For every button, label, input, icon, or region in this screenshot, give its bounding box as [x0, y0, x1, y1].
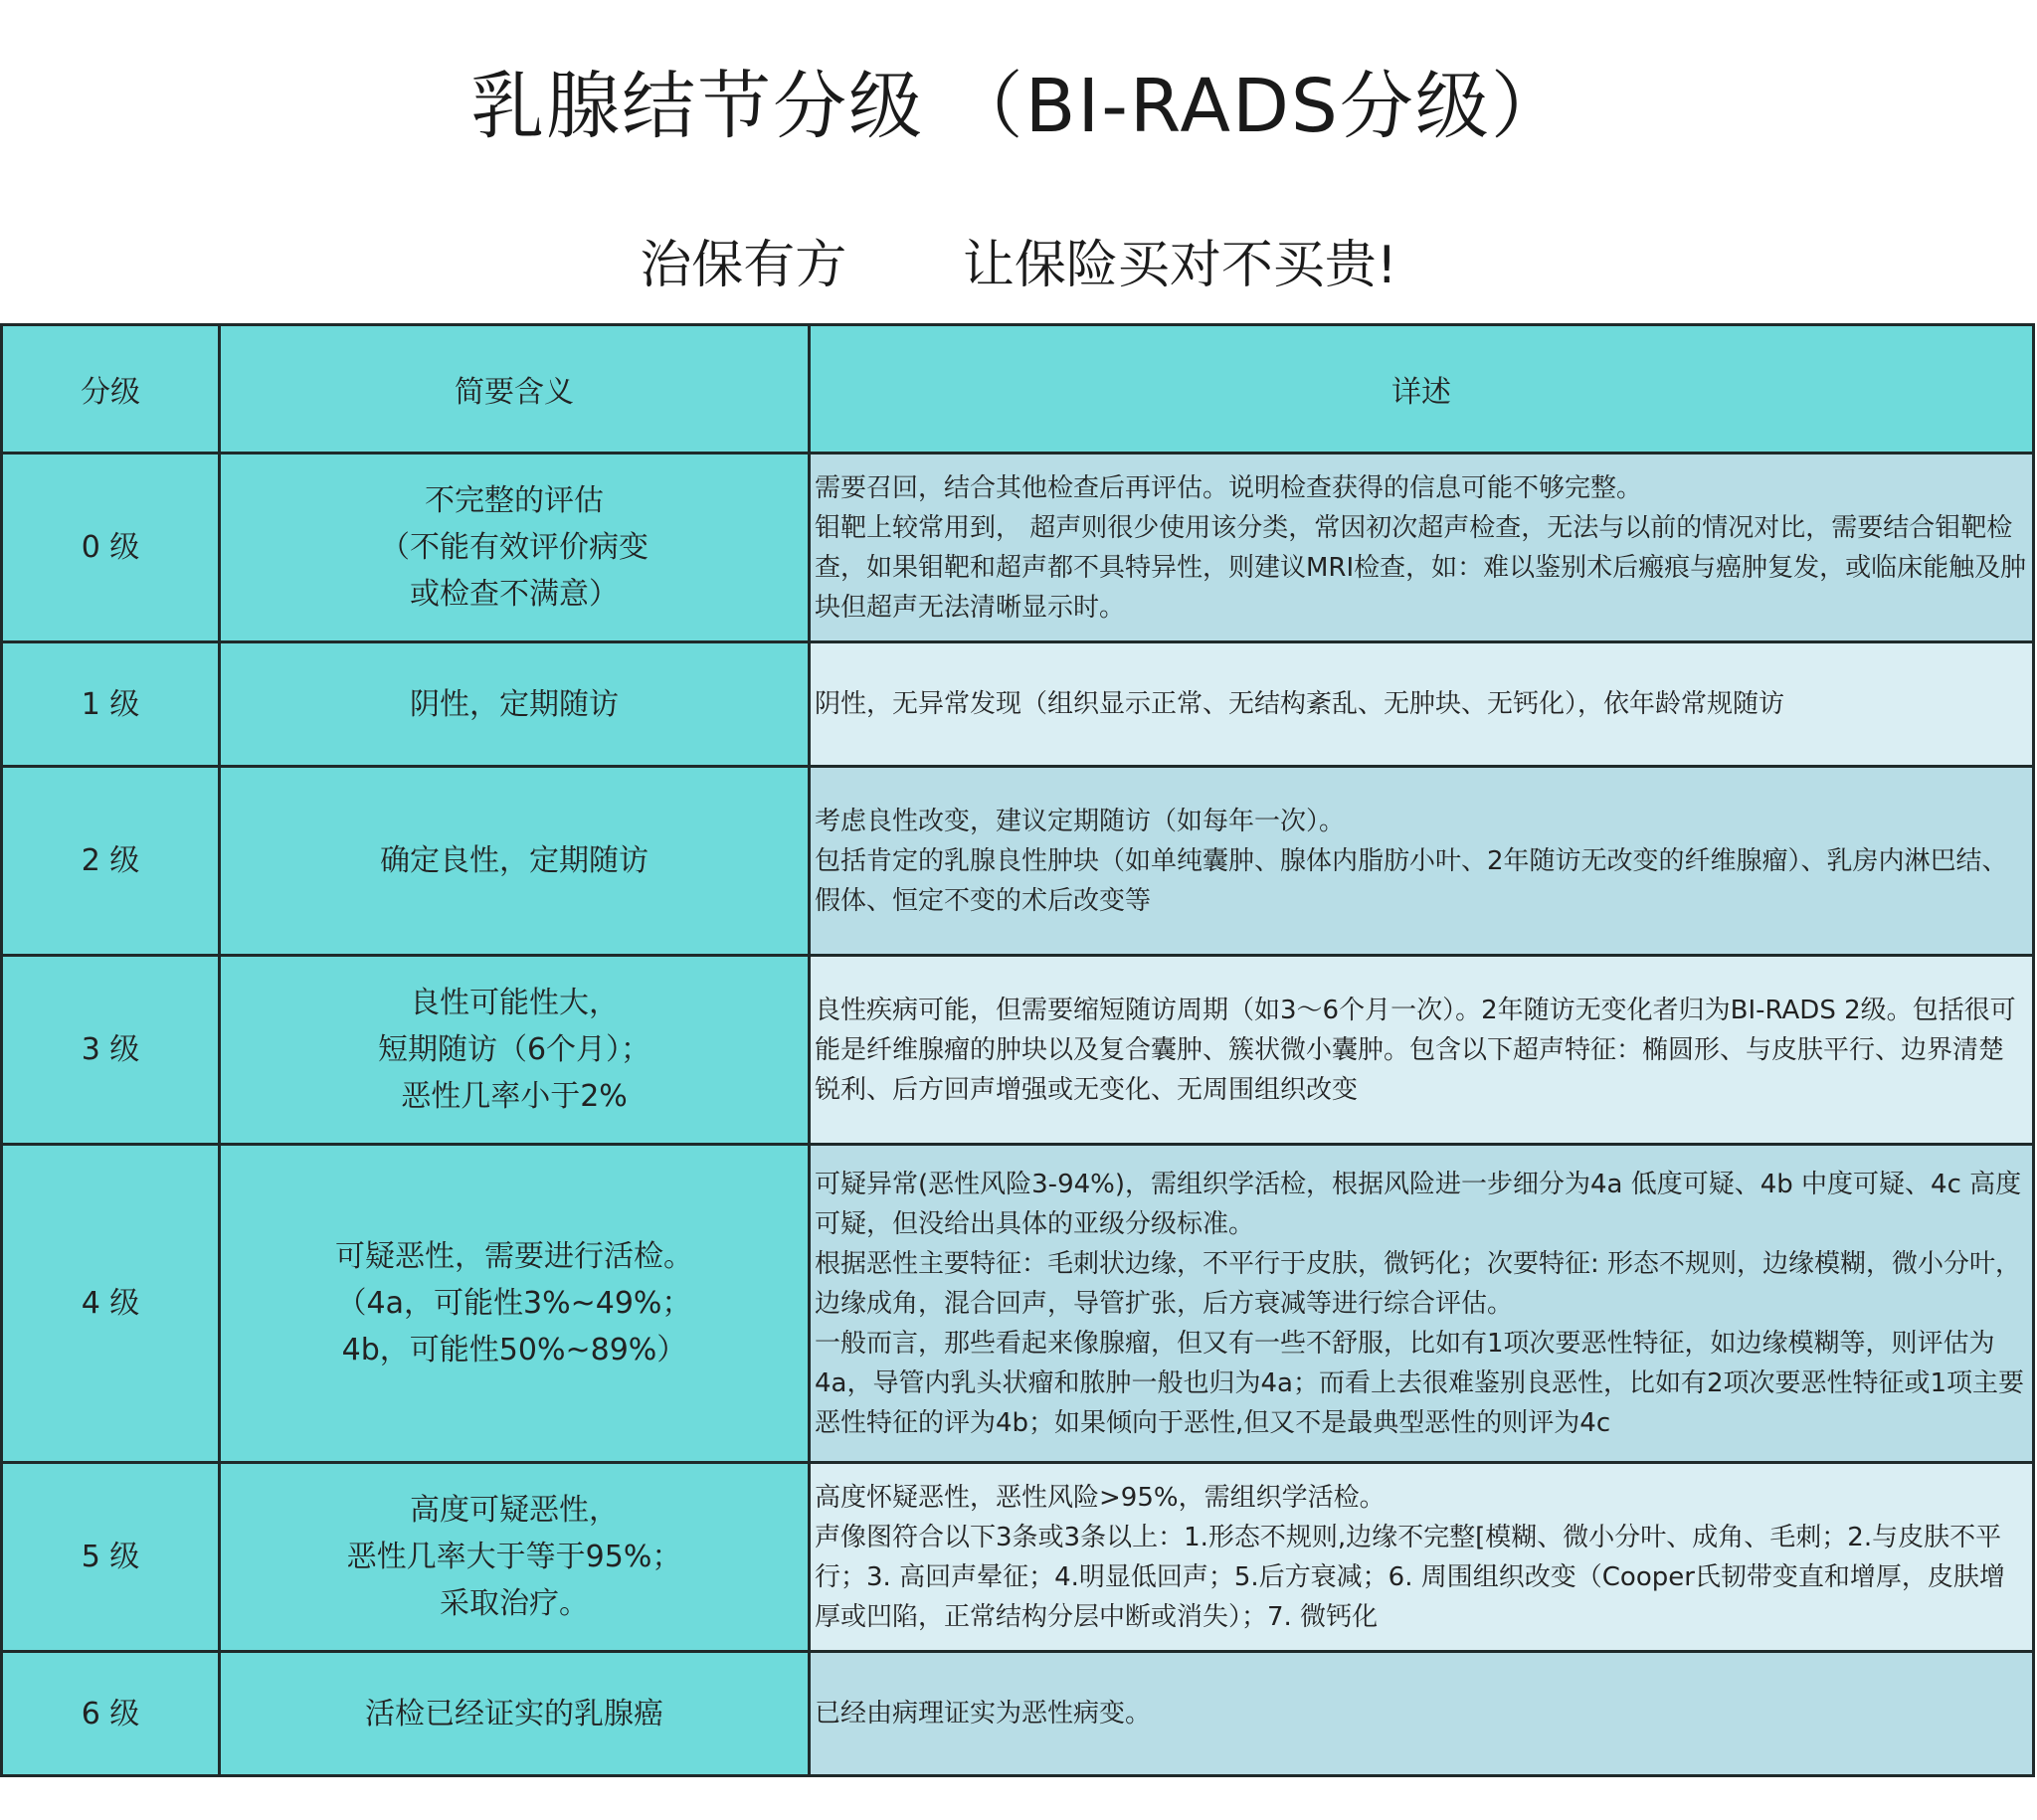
table-row — [2, 1463, 2034, 1652]
meaning-line: 确定良性，定期随访 — [380, 843, 648, 878]
grade-cell: 4 级 — [2, 1145, 220, 1463]
detail-cell — [810, 1652, 2034, 1776]
meaning-cell — [220, 956, 810, 1145]
header-detail: 详述 — [810, 325, 2034, 454]
meaning-line: 或检查不满意） — [410, 577, 619, 612]
grade-cell: 1 级 — [2, 642, 220, 767]
meaning-line: （不能有效评价病变 — [380, 530, 648, 565]
meaning-line: 采取治疗。 — [440, 1586, 589, 1621]
page-title: 乳腺结节分级 （BI-RADS分级） — [470, 64, 1567, 149]
detail-cell — [810, 642, 2034, 767]
detail-cell — [810, 1463, 2034, 1652]
table-row — [2, 1145, 2034, 1463]
grade-cell: 5 级 — [2, 1463, 220, 1652]
meaning-line: 良性可能性大， — [410, 986, 619, 1020]
subtitle-brand: 治保有方 — [640, 236, 847, 295]
detail-paragraph: 声像图符合以下3条或3条以上：1.形态不规则,边缘不完整[模糊、微小分叶、成角、毛刺；2.与皮肤不平行；3. 高回声晕征；4.明显低回声；5.后方衰减；6. 周围组织改变（Cooper氏韧带变直和增厚，皮肤增厚或凹陷，正常结构分层中断或消失）；7. 微钙化 — [815, 1522, 2005, 1632]
meaning-line: 短期随访（6个月）； — [377, 1032, 651, 1067]
birads-table — [0, 323, 2035, 1777]
header-grade: 分级 — [2, 325, 220, 454]
meaning-cell — [220, 767, 810, 956]
meaning-cell — [220, 642, 810, 767]
table-row — [2, 956, 2034, 1145]
meaning-line: 不完整的评估 — [425, 483, 604, 518]
detail-paragraph: 已经由病理证实为恶性病变。 — [815, 1699, 1152, 1729]
grade-cell: 6 级 — [2, 1652, 220, 1776]
meaning-line: 4b，可能性50%~89%） — [341, 1333, 687, 1367]
meaning-line: 高度可疑恶性， — [410, 1493, 619, 1528]
table-row — [2, 1652, 2034, 1776]
detail-paragraph: 阴性，无异常发现（组织显示正常、无结构紊乱、无肿块、无钙化），依年龄常规随访 — [815, 689, 1785, 719]
meaning-line: （4a，可能性3%~49%； — [336, 1286, 692, 1321]
table-row — [2, 454, 2034, 642]
detail-cell — [810, 1145, 2034, 1463]
table-header-row — [2, 325, 2034, 454]
grade-cell: 3 级 — [2, 956, 220, 1145]
detail-paragraph: 钼靶上较常用到， 超声则很少使用该分类，常因初次超声检查，无法与以前的情况对比，需要结合钼靶检查，如果钼靶和超声都不具特异性，则建议MRI检查，如：难以鉴别术后瘢痕与癌肿复发，或临床能触及肿块但超声无法清晰显示时。 — [815, 512, 2027, 623]
meaning-line: 活检已经证实的乳腺癌 — [365, 1696, 663, 1731]
detail-paragraph: 需要召回，结合其他检查后再评估。说明检查获得的信息可能不够完整。 — [815, 472, 1643, 503]
header-meaning: 简要含义 — [220, 325, 810, 454]
meaning-cell — [220, 1145, 810, 1463]
grade-cell: 2 级 — [2, 767, 220, 956]
grade-cell: 0 级 — [2, 454, 220, 642]
meaning-line: 恶性几率大于等于95%； — [346, 1540, 682, 1574]
subtitle — [0, 223, 2037, 297]
meaning-cell — [220, 1652, 810, 1776]
table-row — [2, 642, 2034, 767]
meaning-line: 恶性几率小于2% — [401, 1079, 628, 1114]
subtitle-slogan: 让保险买对不买贵! — [962, 236, 1397, 295]
meaning-line: 阴性，定期随访 — [410, 686, 619, 722]
detail-cell — [810, 767, 2034, 956]
detail-paragraph: 包括肯定的乳腺良性肿块（如单纯囊肿、腺体内脂肪小叶、2年随访无改变的纤维腺瘤）、乳房内淋巴结、假体、恒定不变的术后改变等 — [815, 845, 2008, 916]
detail-cell — [810, 454, 2034, 642]
detail-paragraph: 良性疾病可能，但需要缩短随访周期（如3～6个月一次）。2年随访无变化者归为BI-RADS 2级。包括很可能是纤维腺瘤的肿块以及复合囊肿、簇状微小囊肿。包含以下超声特征：椭圆形、与皮肤平行、边界清楚锐利、后方回声增强或无变化、无周围组织改变 — [815, 995, 2016, 1105]
meaning-cell — [220, 454, 810, 642]
table-row — [2, 767, 2034, 956]
detail-cell — [810, 956, 2034, 1145]
meaning-line: 可疑恶性，需要进行活检。 — [335, 1239, 693, 1274]
detail-paragraph: 高度怀疑恶性，恶性风险>95%，需组织学活检。 — [815, 1482, 1386, 1513]
meaning-cell — [220, 1463, 810, 1652]
detail-paragraph: 根据恶性主要特征：毛刺状边缘，不平行于皮肤，微钙化；次要特征: 形态不规则，边缘模糊，微小分叶，边缘成角，混合回声，导管扩张，后方衰减等进行综合评估。 — [815, 1248, 2022, 1319]
detail-paragraph: 可疑异常(恶性风险3-94%)，需组织学活检，根据风险进一步细分为4a 低度可疑、4b 中度可疑、4c 高度可疑，但没给出具体的亚级分级标准。 — [815, 1169, 2022, 1239]
detail-paragraph: 一般而言，那些看起来像腺瘤，但又有一些不舒服，比如有1项次要恶性特征，如边缘模糊等，则评估为4a，导管内乳头状瘤和脓肿一般也归为4a；而看上去很难鉴别良恶性，比如有2项次要恶性特征或1项主要恶性特征的评为4b；如果倾向于恶性,但又不是最典型恶性的则评为4c — [815, 1328, 2025, 1438]
detail-paragraph: 考虑良性改变，建议定期随访（如每年一次）。 — [815, 806, 1346, 836]
